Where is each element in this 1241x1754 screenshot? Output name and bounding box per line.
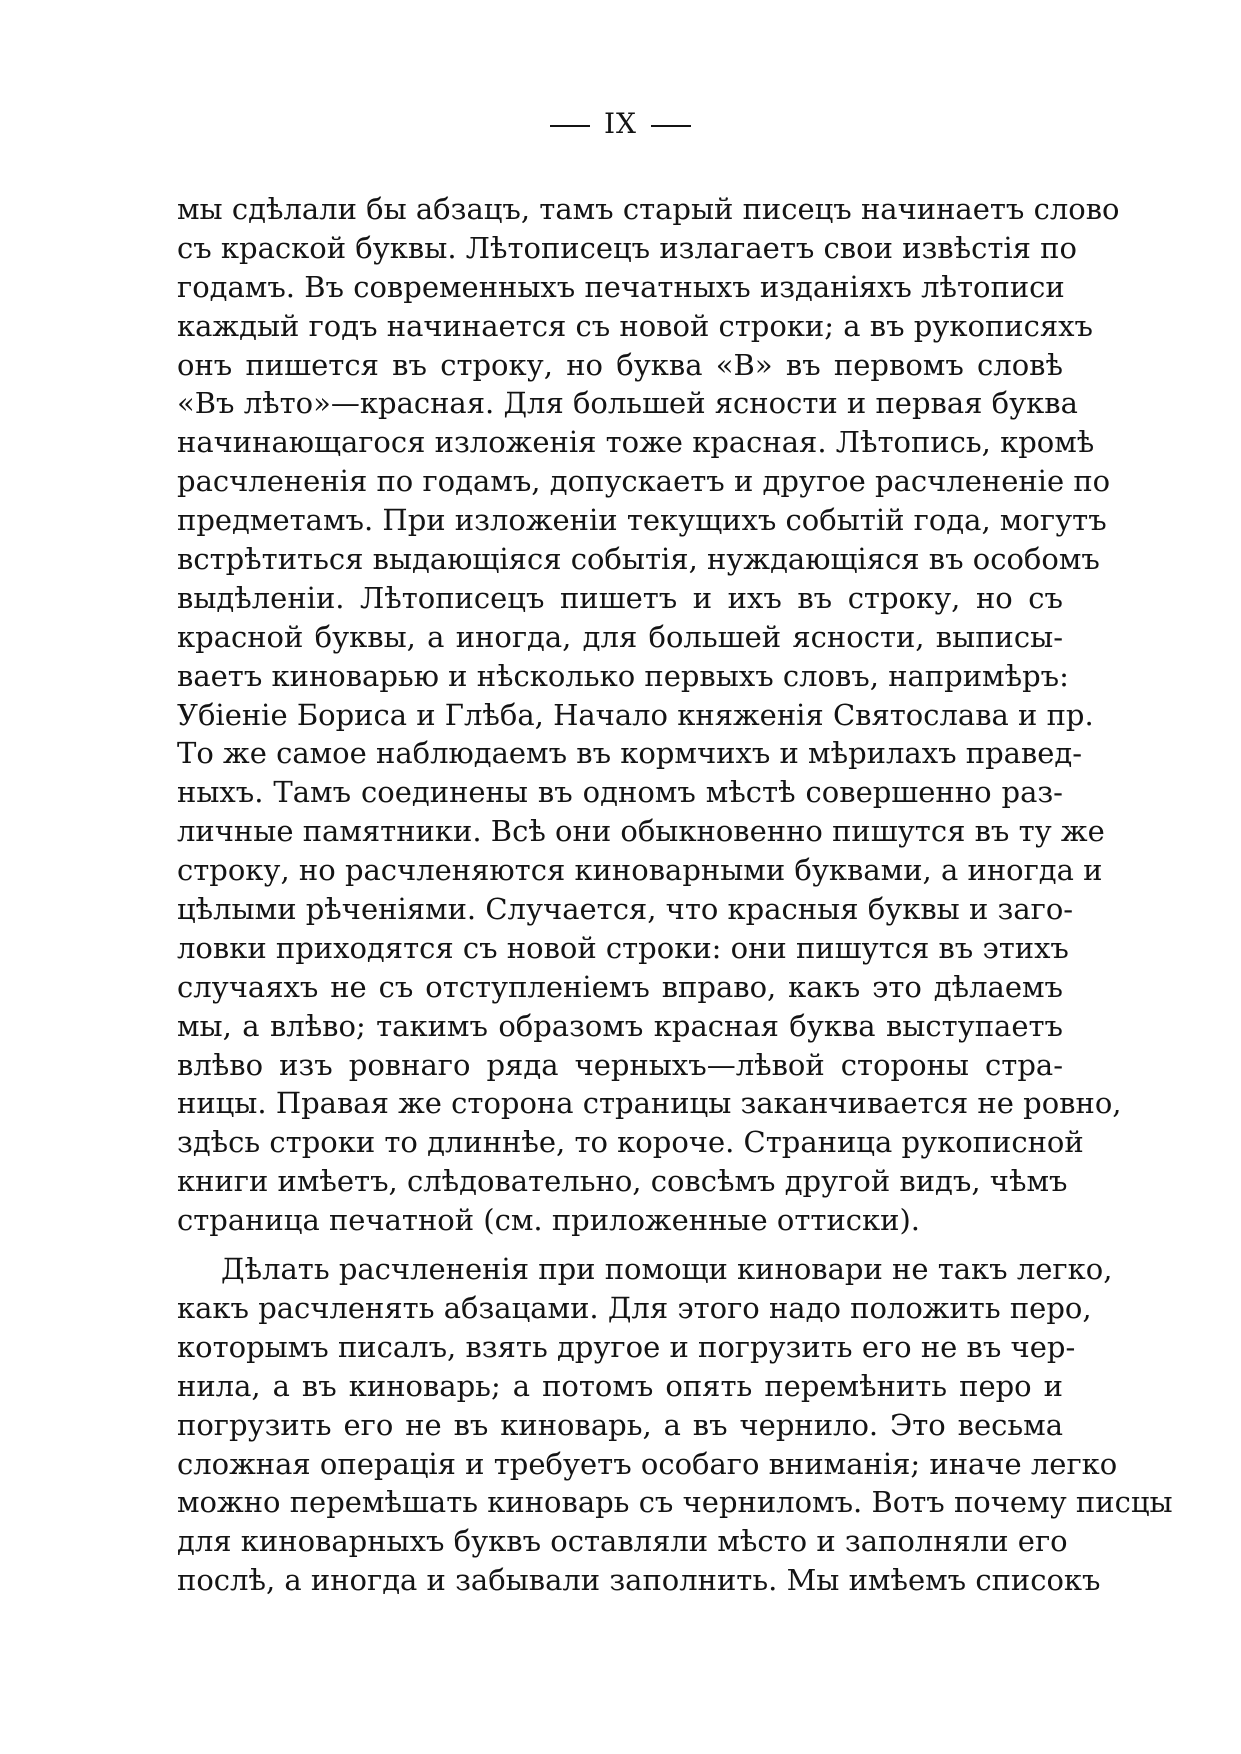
text-line: послѣ, а иногда и забывали заполнить. Мы имѣемъ списокъ [177,1563,1101,1598]
text-line: мы, а влѣво; такимъ образомъ красная буква выступаетъ [177,1008,1063,1043]
text-line: ныхъ. Тамъ соединены въ одномъ мѣстѣ совершенно раз- [177,775,1063,810]
text-line: личные памятники. Всѣ они обыкновенно пишутся въ ту же [177,814,1105,849]
text-line: сложная операція и требуетъ особаго вниманія; иначе легко [177,1446,1118,1481]
text-line: «Въ лѣто»—красная. Для большей ясности и первая буква [177,386,1078,421]
page-number: IX [604,107,637,140]
text-line: можно перемѣшать киноварь съ черниломъ. Вотъ почему писцы [177,1485,1173,1520]
text-line: каждый годъ начинается съ новой строки; а въ рукописяхъ [177,308,1093,343]
text-line: нила, а въ киноварь; а потомъ опять перемѣнить перо и [177,1368,1063,1403]
text-line: ловки приходятся съ новой строки: они пишутся въ этихъ [177,930,1069,965]
paragraph-2 [177,1250,1173,1600]
text-line: выдѣленіи. Лѣтописецъ пишетъ и ихъ въ строку, но съ [177,580,1063,615]
text-line: погрузить его не въ киноварь, а въ чернило. Это весьма [177,1407,1063,1442]
text-line: съ краской буквы. Лѣтописецъ излагаетъ свои извѣстія по [177,230,1077,265]
body-text [177,190,1173,1600]
text-line: строку, но расчленяются киноварными буквами, а иногда и [177,853,1103,888]
text-line: Дѣлать расчлененія при помощи киновари не такъ легко, [221,1252,1113,1287]
text-line: встрѣтиться выдающіяся событія, нуждающіяся въ особомъ [177,542,1100,577]
text-line: страница печатной (см. приложенные оттиски). [177,1203,920,1238]
text-line: книги имѣетъ, слѣдовательно, совсѣмъ другой видъ, чѣмъ [177,1164,1068,1199]
text-line: То же самое наблюдаемъ въ кормчихъ и мѣрилахъ правед- [177,736,1083,771]
text-line: влѣво изъ ровнаго ряда черныхъ—лѣвой стороны стра- [177,1047,1063,1082]
text-line: цѣлыми рѣченіями. Случается, что красныя буквы и заго- [177,892,1074,927]
text-line: онъ пишется въ строку, но буква «В» въ первомъ словѣ [177,347,1063,382]
text-line: ницы. Правая же сторона страницы заканчивается не ровно, [177,1086,1122,1121]
paragraph-1 [177,190,1122,1240]
text-line: какъ расчленять абзацами. Для этого надо положить перо, [177,1290,1092,1325]
text-line: для киноварныхъ буквъ оставляли мѣсто и заполняли его [177,1524,1068,1559]
text-line: красной буквы, а иногда, для большей ясности, выписы- [177,619,1063,654]
text-line: расчлененія по годамъ, допускаетъ и другое расчлененіе по [177,464,1111,499]
text-line: предметамъ. При изложеніи текущихъ событій года, могутъ [177,503,1107,538]
text-line: начинающагося изложенія тоже красная. Лѣтопись, кромѣ [177,425,1095,460]
header-left-dash [550,125,590,127]
text-line: мы сдѣлали бы абзацъ, тамъ старый писецъ начинаетъ слово [177,192,1120,226]
text-line: ваетъ киноварью и нѣсколько первыхъ словъ, напримѣръ: [177,658,1069,693]
text-line: которымъ писалъ, взять другое и погрузить его не въ чер- [177,1329,1076,1364]
text-line: случаяхъ не съ отступленіемъ вправо, какъ это дѣлаемъ [177,969,1063,1004]
header-right-dash [651,125,691,127]
text-line: здѣсь строки то длиннѣе, то короче. Страница рукописной [177,1125,1084,1160]
page-header [0,108,1241,140]
paragraph-spacer [177,1240,1063,1250]
text-line: Убіеніе Бориса и Глѣба, Начало княженія Святослава и пр. [177,697,1094,732]
text-line: годамъ. Въ современныхъ печатныхъ изданіяхъ лѣтописи [177,269,1065,304]
